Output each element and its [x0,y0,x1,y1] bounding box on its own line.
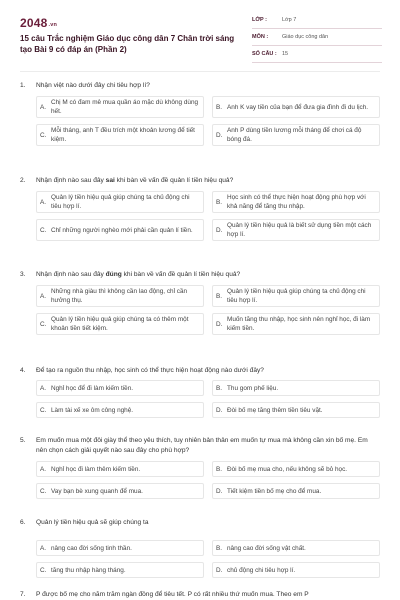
question-text: Để tạo ra nguồn thu nhập, học sinh có thể thực hiện hoạt động nào dưới đây? [36,367,264,374]
option-text: nâng cao đời sống tinh thần. [51,544,132,552]
option-b[interactable] [212,461,380,477]
option-text: Quản lý tiền hiệu quả giúp chúng ta chủ động chi tiêu hợp lí. [227,288,366,304]
logo-sub: .vn [48,22,58,28]
option-letter: B. [216,544,223,552]
question-number: 6. [20,519,26,526]
info-value: Giáo dục công dân [282,34,329,40]
question-2 [20,176,380,238]
option-b[interactable] [212,191,380,213]
option-letter: B. [216,292,223,300]
option-letter: A. [40,198,47,206]
option-text: Vay bạn bè xung quanh để mua. [51,487,143,495]
option-letter: C. [40,406,47,414]
option-text: Đòi bố mẹ tăng thêm tiền tiêu vặt. [227,406,323,414]
question-number: 2. [20,177,26,184]
option-d[interactable] [212,219,380,241]
option-letter: A. [40,384,47,392]
option-b[interactable] [212,540,380,556]
option-letter: D. [216,226,223,234]
question-text: Em muốn mua một đôi giày thể theo yêu thích, tuy nhiên bản thân em muốn tự mua mà không cần xin bố mẹ. Em nên chọn cách giải quyết nào sau đây cho phù hợp? [36,437,368,454]
header [0,0,400,72]
option-a[interactable] [36,96,204,118]
option-letter: D. [216,406,223,414]
option-d[interactable] [212,313,380,335]
info-label: SỐ CÂU : [252,51,277,57]
option-text: Quản lý tiền hiệu quả là biết sử dụng tiền một cách hợp lí. [227,222,372,238]
option-text: Chỉ những người nghèo mới phải cần quản lí tiền. [51,226,193,234]
option-letter: C. [40,487,47,495]
question-3 [20,270,380,332]
option-text: Chị M có đam mê mua quần áo mặc dù không dùng hết. [51,99,199,115]
option-text: Quản lý tiền hiệu quả giúp chúng ta có thêm một khoản tiền tiết kiệm. [51,316,189,332]
question-text: Nhận định nào sau đây sai khi bàn về vấn đề quản lí tiền hiệu quả? [36,177,234,184]
question-text: P được bố mẹ cho năm trăm ngàn đồng để tiêu tết. P có rất nhiều thứ muốn mua. Theo em P [36,591,309,598]
question-number: 5. [20,437,26,444]
option-c[interactable] [36,483,204,499]
question-6 [20,518,380,574]
page-title: 15 câu Trắc nghiệm Giáo dục công dân 7 Chân trời sáng tạo Bài 9 có đáp án (Phần 2) [20,34,235,54]
info-box [252,12,382,63]
option-d[interactable] [212,124,380,146]
header-divider [20,71,380,72]
info-label: LỚP : [252,17,267,23]
option-text: Đòi bố mẹ mua cho, nếu không sẽ bỏ học. [227,465,348,473]
option-text: Nghỉ học đi làm thêm kiếm tiền. [51,465,141,473]
option-letter: A. [40,544,47,552]
option-text: Muốn tăng thu nhập, học sinh nên nghỉ học, đi làm kiếm tiền. [227,316,371,332]
option-letter: D. [216,131,223,139]
option-letter: B. [216,465,223,473]
option-text: nâng cao đời sống vật chất. [227,544,306,552]
info-label: MÔN : [252,34,269,40]
question-4 [20,366,380,414]
option-text: Nghỉ học để đi làm kiếm tiền. [51,384,134,392]
option-b[interactable] [212,285,380,307]
option-text: tăng thu nhập hàng tháng. [51,566,126,574]
option-text: Anh K vay tiền của bạn để đưa gia đình đi du lịch. [227,103,369,111]
option-c[interactable] [36,402,204,418]
info-value: 15 [282,51,289,57]
option-b[interactable] [212,380,380,396]
question-text: Nhận định nào sau đây đúng khi bàn về vấn đề quản lí tiền hiệu quả? [36,271,241,278]
option-letter: D. [216,566,223,574]
option-a[interactable] [36,380,204,396]
option-letter: C. [40,131,47,139]
option-text: chủ động chi tiêu hợp lí. [227,566,296,574]
question-7-partial [20,590,380,600]
option-a[interactable] [36,540,204,556]
option-text: Làm tài xế xe ôm công nghệ. [51,406,134,414]
option-text: Mỗi tháng, anh T đều trích một khoản lương để tiết kiệm. [51,127,195,143]
option-letter: A. [40,292,47,300]
question-number: 1. [20,82,26,89]
logo-main: 2048 [20,16,48,30]
option-a[interactable] [36,461,204,477]
option-text: Tiết kiệm tiền bố mẹ cho để mua. [227,487,322,495]
option-text: Anh P dùng tiền lương mỗi tháng để chơi cá độ bóng đá. [227,127,362,143]
option-c[interactable] [36,219,204,241]
option-c[interactable] [36,313,204,335]
option-a[interactable] [36,285,204,307]
option-c[interactable] [36,562,204,578]
option-text: Thu gom phế liệu. [227,384,279,392]
info-row-count [252,46,382,63]
option-a[interactable] [36,191,204,213]
option-b[interactable] [212,96,380,118]
site-logo[interactable] [20,16,57,30]
option-letter: B. [216,384,223,392]
option-letter: A. [40,465,47,473]
question-number: 4. [20,367,26,374]
option-letter: D. [216,320,223,328]
option-letter: A. [40,103,47,111]
option-letter: C. [40,320,47,328]
info-row-class [252,12,382,29]
info-value: Lớp 7 [282,17,297,23]
option-text: Những nhà giàu thì không cần lao động, chỉ cần hưởng thụ. [51,288,188,304]
option-letter: B. [216,198,223,206]
question-5 [20,436,380,495]
option-letter: B. [216,103,223,111]
question-text: Quản lý tiền hiệu quả sẽ giúp chúng ta [36,519,149,526]
option-letter: D. [216,487,223,495]
info-row-subject [252,29,382,46]
question-number: 7. [20,591,26,598]
option-c[interactable] [36,124,204,146]
question-1 [20,81,380,143]
option-text: Quản lý tiền hiệu quả giúp chúng ta chủ động chi tiêu hợp lí. [51,194,190,210]
option-d[interactable] [212,562,380,578]
option-letter: C. [40,566,47,574]
question-text: Nhận việt nào dưới đây chi tiêu hợp lí? [36,82,150,89]
question-number: 3. [20,271,26,278]
option-d[interactable] [212,483,380,499]
option-d[interactable] [212,402,380,418]
option-letter: C. [40,226,47,234]
option-text: Học sinh có thể thực hiện hoạt động phù hợp với khả năng để tăng thu nhập. [227,194,366,210]
